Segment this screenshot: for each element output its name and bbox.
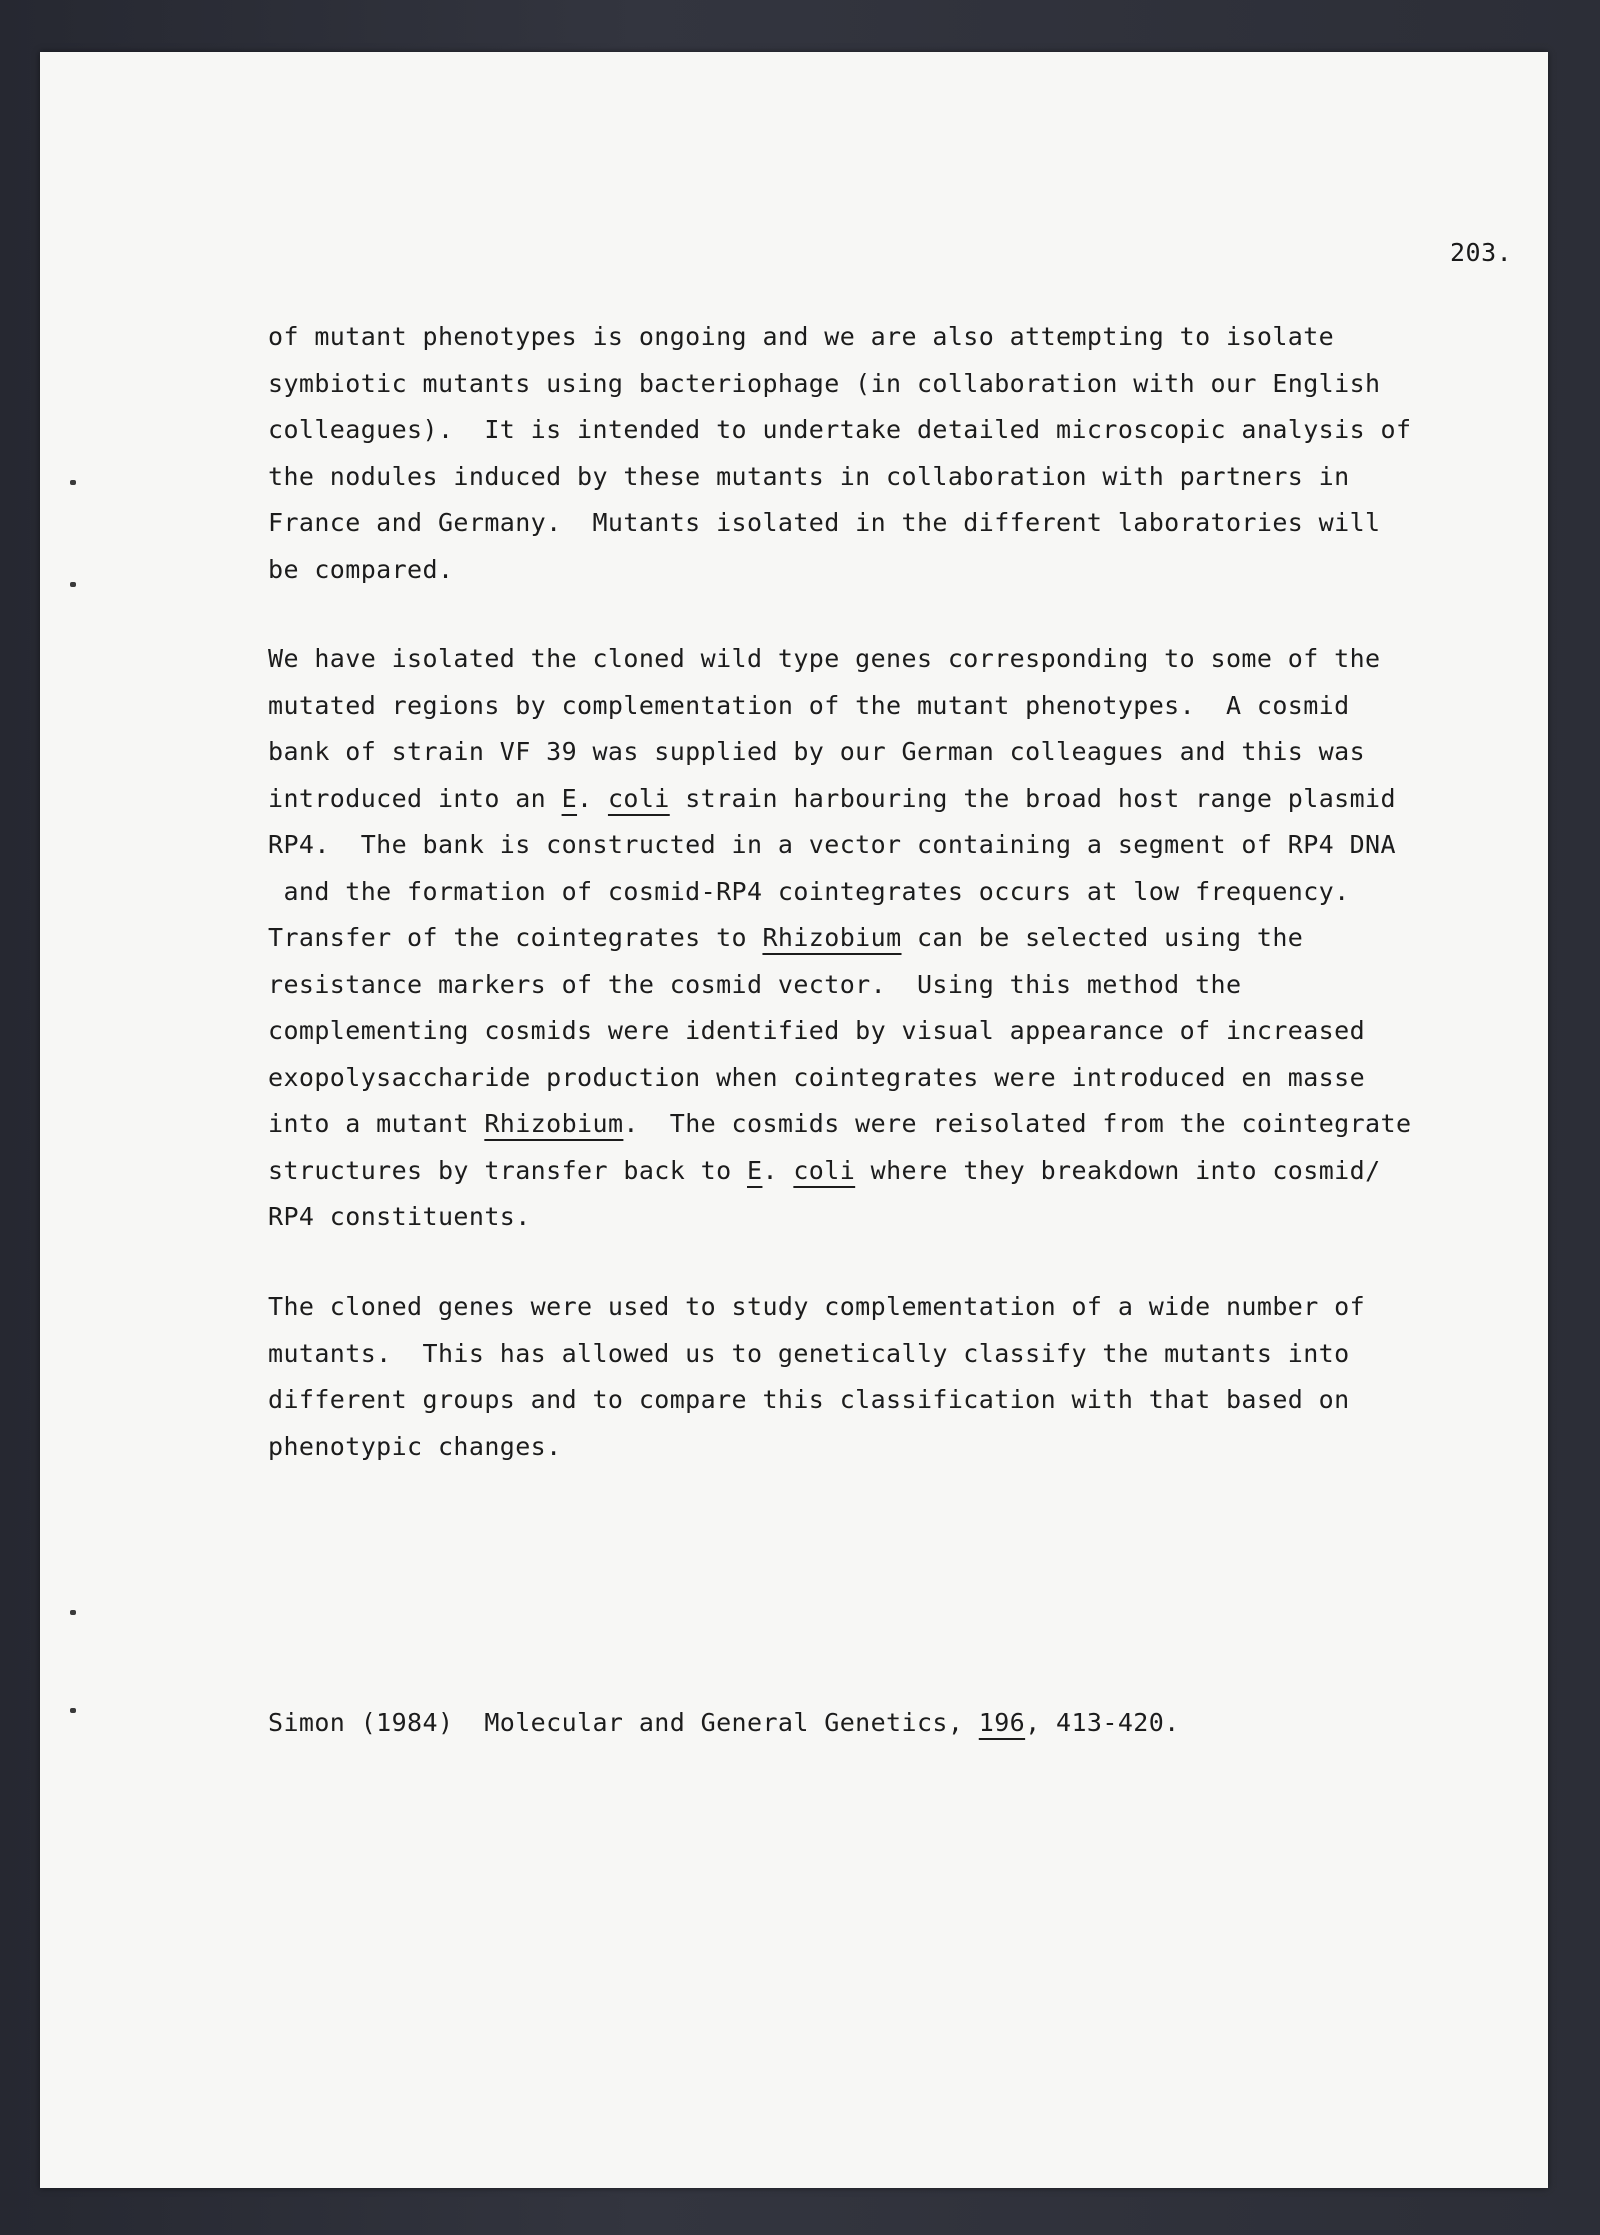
text-line: colleagues). It is intended to undertake detailed microscopic analysis of (268, 415, 1412, 444)
text-segment: . (762, 1155, 794, 1185)
text-segment: into a mutant (268, 1109, 485, 1138)
underlined-term: E (747, 1155, 763, 1185)
text-line (268, 915, 1418, 962)
text-segment: strain harbouring the broad host range plasmid (669, 783, 1396, 813)
text-line: mutated regions by complementation of the mutant phenotypes. A cosmid (268, 690, 1350, 720)
text-line: be compared. (268, 554, 454, 584)
text-line: of mutant phenotypes is ongoing and we are also attempting to isolate (268, 322, 1335, 351)
reference-volume: 196 (978, 1708, 1026, 1737)
paragraph-1 (268, 314, 1418, 593)
paragraph-3 (268, 1284, 1418, 1470)
reference (268, 1700, 1418, 1747)
text-line: RP4 constituents. (268, 1202, 531, 1231)
text-segment: . (577, 783, 608, 813)
text-line: The cloned genes were used to study complementation of a wide number of (268, 1292, 1366, 1321)
text-segment: where they breakdown into cosmid/ (855, 1155, 1381, 1185)
text-line: mutants. This has allowed us to genetically classify the mutants into (268, 1338, 1350, 1368)
text-line: France and Germany. Mutants isolated in the different laboratories will (268, 508, 1381, 537)
page-number: 203. (1450, 238, 1513, 267)
text-line: bank of strain VF 39 was supplied by our German colleagues and this was (268, 737, 1366, 766)
text-line (268, 776, 1418, 823)
text-line: We have isolated the cloned wild type genes corresponding to some of the (268, 644, 1381, 673)
paragraph-2 (268, 636, 1418, 1241)
underlined-term: Rhizobium (762, 923, 902, 952)
margin-mark (70, 1708, 76, 1713)
underlined-term: Rhizobium (484, 1109, 624, 1138)
text-line (268, 1148, 1418, 1195)
margin-mark (70, 480, 76, 485)
margin-mark (70, 1610, 76, 1615)
underlined-term: coli (607, 783, 670, 813)
text-line: phenotypic changes. (268, 1431, 562, 1461)
text-line: complementing cosmids were identified by visual appearance of increased (268, 1016, 1366, 1045)
text-line: RP4. The bank is constructed in a vector containing a segment of RP4 DNA (268, 830, 1396, 859)
text-line (268, 1101, 1418, 1148)
text-line: the nodules induced by these mutants in collaboration with partners in (268, 461, 1350, 491)
reference-text: Simon (1984) Molecular and General Genetics, (268, 1708, 979, 1737)
text-segment: . The cosmids were reisolated from the cointegrate (623, 1109, 1412, 1138)
reference-pages: , 413-420. (1025, 1708, 1180, 1737)
document-page (40, 52, 1548, 2188)
reference-line (268, 1700, 1418, 1747)
underlined-term: E (561, 783, 578, 813)
margin-mark (70, 582, 76, 587)
text-line: different groups and to compare this classification with that based on (268, 1385, 1350, 1414)
text-line: resistance markers of the cosmid vector. Using this method the (268, 969, 1242, 999)
text-segment: introduced into an (268, 783, 562, 813)
text-line: exopolysaccharide production when cointegrates were introduced en masse (268, 1062, 1366, 1092)
text-segment: can be selected using the (901, 923, 1304, 952)
text-segment: structures by transfer back to (268, 1155, 747, 1185)
text-segment: Transfer of the cointegrates to (268, 923, 763, 952)
text-line: symbiotic mutants using bacteriophage (in collaboration with our English (268, 368, 1381, 398)
text-line: and the formation of cosmid-RP4 cointegrates occurs at low frequency. (268, 876, 1350, 906)
underlined-term: coli (793, 1155, 856, 1185)
